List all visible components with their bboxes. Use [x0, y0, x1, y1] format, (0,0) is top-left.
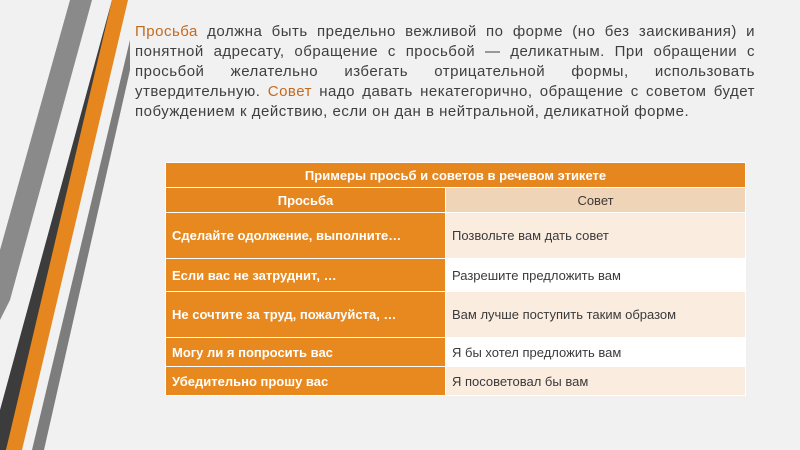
- table-title: Примеры просьб и советов в речевом этикете: [166, 163, 746, 188]
- table-row: [166, 259, 746, 292]
- request-cell: Если вас не затруднит, …: [166, 259, 446, 292]
- advice-cell: Вам лучше поступить таким образом: [446, 292, 746, 338]
- term-advice: Совет: [267, 83, 312, 100]
- intro-paragraph: [135, 22, 755, 122]
- advice-cell: Я посоветовал бы вам: [446, 367, 746, 396]
- column-header-advice: Совет: [446, 188, 746, 213]
- request-cell: Убедительно прошу вас: [166, 367, 446, 396]
- request-cell: Не сочтите за труд, пожалуйста, …: [166, 292, 446, 338]
- table-row: [166, 367, 746, 396]
- table-title-row: [166, 163, 746, 188]
- table-row: [166, 213, 746, 259]
- table-header-row: [166, 188, 746, 213]
- paragraph-text-2: надо давать некатегорично, обращение с советом будет побуждением к действию, если он дан в нейтральной, деликатной форме.: [135, 83, 756, 120]
- paragraph-text-1: должна быть предельно вежливой по форме (но без заискивания) и понятной адресату, обращение с просьбой — деликатным. При обращении с просьбой желательно избегать отрицательной формы, использовать утвердительную.: [135, 23, 755, 100]
- advice-cell: Я бы хотел предложить вам: [446, 338, 746, 367]
- request-cell: Сделайте одолжение, выполните…: [166, 213, 446, 259]
- column-header-request: Просьба: [166, 188, 446, 213]
- table-row: [166, 292, 746, 338]
- term-request: Просьба: [135, 23, 198, 40]
- table-row: [166, 338, 746, 367]
- decorative-stripes: [0, 0, 130, 450]
- etiquette-table: [165, 162, 746, 396]
- request-cell: Могу ли я попросить вас: [166, 338, 446, 367]
- advice-cell: Позвольте вам дать совет: [446, 213, 746, 259]
- advice-cell: Разрешите предложить вам: [446, 259, 746, 292]
